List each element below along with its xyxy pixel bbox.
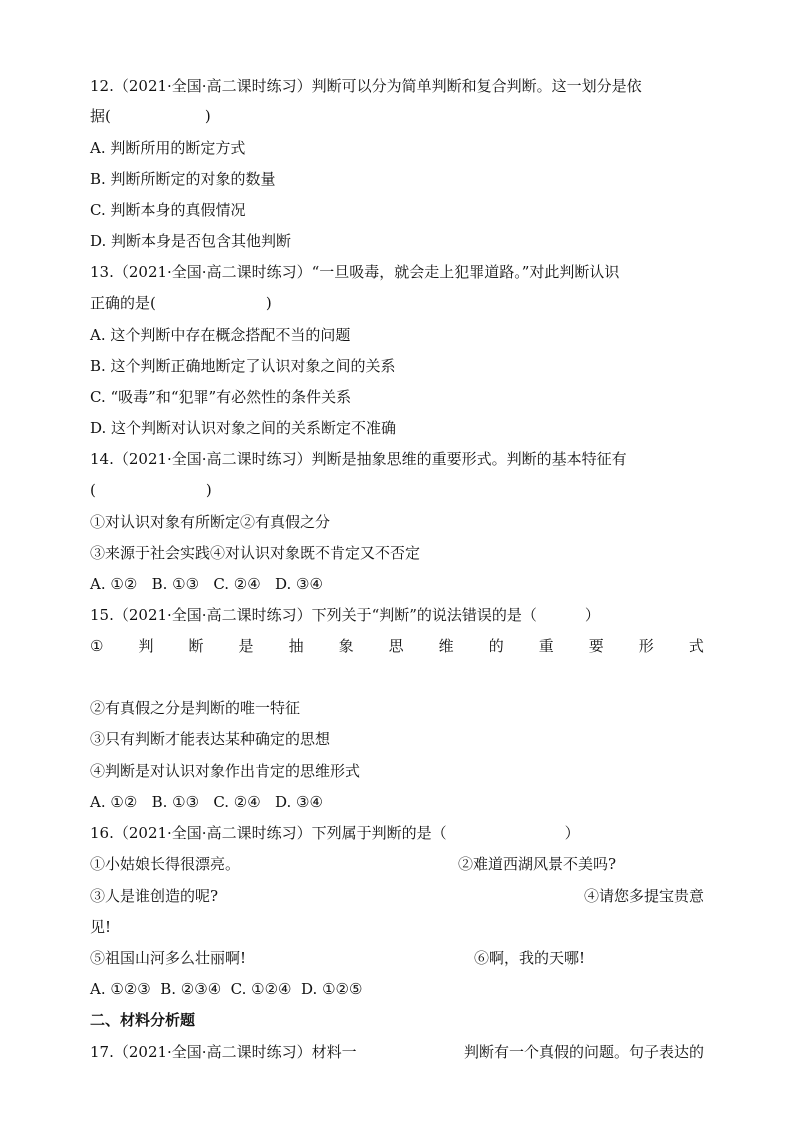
question-14-line-2 (90, 480, 704, 500)
spread-char: 重 (538, 637, 554, 655)
spread-char: 抽 (288, 637, 304, 655)
statement-item: 见! (90, 918, 112, 936)
material-label: 材料一 (311, 1043, 357, 1061)
question-number: 15. (90, 606, 114, 624)
question-13-line-2 (90, 293, 704, 313)
question-number: 16. (90, 824, 114, 842)
question-paren: ) (205, 481, 212, 499)
material-text: 判断有一个真假的问题。句子表达的 (463, 1043, 704, 1061)
spread-char: 象 (338, 637, 354, 655)
spread-char: 是 (238, 637, 254, 655)
question-paren: ( (90, 481, 96, 499)
question-15-line-1 (90, 605, 704, 625)
question-number: 13. (90, 263, 114, 281)
question-stem: 下列关于“判断”的说法错误的是（ (311, 606, 537, 624)
question-source: （2021·全国·高二课时练习） (113, 263, 312, 281)
spread-char: 维 (438, 637, 454, 655)
statement-row (90, 948, 704, 968)
question-source: （2021·全国·高二课时练习） (113, 1043, 312, 1061)
question-17-line-1 (90, 1042, 704, 1062)
spread-char: 式 (688, 637, 704, 655)
choice-options: A. ①②③ B. ②③④ C. ①②④ D. ①②⑤ (90, 980, 363, 998)
question-paren: ） (564, 824, 580, 842)
spread-char: 形 (638, 637, 654, 655)
statement-item: ③来源于社会实践④对认识对象既不肯定又不否定 (90, 544, 421, 562)
question-16-line-1 (90, 823, 704, 843)
question-13-line-1 (90, 262, 704, 282)
choice-options: A. ①② B. ①③ C. ②④ D. ③④ (90, 793, 323, 811)
question-12-line-2 (90, 106, 704, 126)
statement-row (90, 886, 704, 906)
question-stem: “一旦吸毒，就会走上犯罪道路。”对此判断认识 (311, 263, 620, 281)
question-stem: 判断可以分为简单判断和复合判断。这一划分是依 (311, 77, 642, 95)
statement-item: ③人是谁创造的呢? (90, 887, 219, 905)
option-d: D. 这个判断对认识对象之间的关系断定不准确 (90, 419, 397, 437)
option-d: D. 判断本身是否包含其他判断 (90, 232, 292, 250)
option-b: B. 判断所断定的对象的数量 (90, 170, 276, 188)
statement-item-spread (90, 636, 704, 656)
statement-item: ④判断是对认识对象作出肯定的思维形式 (90, 762, 361, 780)
spread-char: 断 (188, 637, 204, 655)
spread-char: 思 (388, 637, 404, 655)
question-12-line-1 (90, 76, 704, 96)
statement-item: ⑤祖国山河多么壮丽啊! (90, 949, 247, 967)
spread-char: ① (90, 637, 104, 655)
spread-char: 判 (138, 637, 154, 655)
question-paren: ） (584, 606, 600, 624)
question-number: 17. (90, 1043, 114, 1061)
question-stem: 判断是抽象思维的重要形式。判断的基本特征有 (311, 450, 627, 468)
question-stem: 据( (90, 107, 111, 125)
question-source: （2021·全国·高二课时练习） (113, 77, 312, 95)
section-heading: 二、材料分析题 (90, 1011, 196, 1029)
option-c: C. 判断本身的真假情况 (90, 201, 246, 219)
statement-item: ④请您多提宝贵意 (583, 887, 704, 905)
spread-char: 的 (488, 637, 504, 655)
spread-char: 要 (588, 637, 604, 655)
question-source: （2021·全国·高二课时练习） (113, 824, 312, 842)
statement-item: ⑥啊，我的天哪! (474, 949, 586, 967)
statement-item: ②难道西湖风景不美吗? (458, 855, 617, 873)
question-source: （2021·全国·高二课时练习） (113, 450, 312, 468)
question-number: 12. (90, 77, 114, 95)
statement-row (90, 854, 704, 874)
statement-item: ③只有判断才能表达某种确定的思想 (90, 730, 331, 748)
statement-item: ①对认识对象有所断定②有真假之分 (90, 513, 331, 531)
statement-item: ①小姑娘长得很漂亮。 (90, 855, 241, 873)
statement-item: ②有真假之分是判断的唯一特征 (90, 699, 301, 717)
question-stem: 下列属于判断的是（ (311, 824, 447, 842)
question-stem: 正确的是( (90, 294, 156, 312)
option-c: C. “吸毒”和“犯罪”有必然性的条件关系 (90, 388, 352, 406)
option-b: B. 这个判断正确地断定了认识对象之间的关系 (90, 357, 396, 375)
option-a: A. 判断所用的断定方式 (90, 139, 246, 157)
question-source: （2021·全国·高二课时练习） (113, 606, 312, 624)
question-14-line-1 (90, 449, 704, 469)
option-a: A. 这个判断中存在概念搭配不当的问题 (90, 326, 351, 344)
question-paren: ) (265, 294, 272, 312)
choice-options: A. ①② B. ①③ C. ②④ D. ③④ (90, 575, 323, 593)
question-paren: ) (204, 107, 211, 125)
question-number: 14. (90, 450, 114, 468)
